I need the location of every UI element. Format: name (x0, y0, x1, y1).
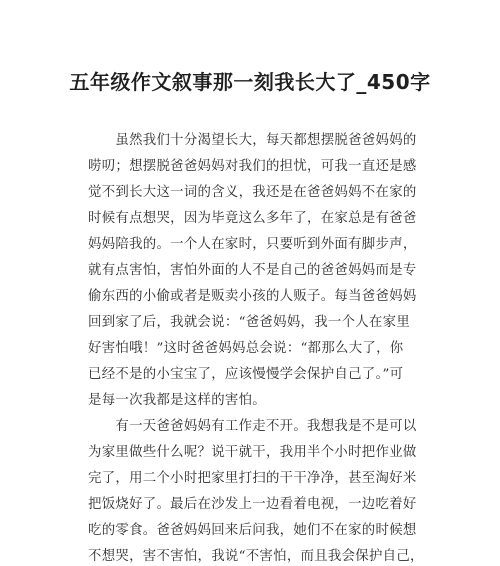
text-line: 已经不是的小宝宝了，应该慢慢学会保护自己了。”可 (88, 367, 404, 382)
document-title: 五年级作文叙事那一刻我长大了_450字 (69, 70, 431, 94)
text-line: 有一天爸爸妈妈有工作走不开。我想我是不是可以 (88, 419, 417, 434)
text-line: 时候有点想哭，因为毕竟这么多年了，在家总是有爸爸 (88, 211, 417, 226)
text-line: 不想哭，害不害怕，我说“不害怕，而且我会保护自己， (88, 549, 424, 564)
text-line: 觉不到长大这一词的含义，我还是在爸爸妈妈不在家的 (88, 185, 417, 200)
text-line: 完了，用二个小时把家里打扫的干干净净，甚至淘好米 (88, 471, 417, 486)
text-line: 唠叨；想摆脱爸爸妈妈对我们的担忧，可我一直还是感 (88, 159, 417, 174)
text-line: 吃的零食。爸爸妈妈回来后问我，她们不在家的时候想 (88, 523, 417, 538)
text-line: 把饭烧好了。最后在沙发上一边看着电视，一边吃着好 (88, 497, 417, 512)
text-line: 偷东西的小偷或者是贩卖小孩的人贩子。每当爸爸妈妈 (88, 289, 417, 304)
text-line: 回到家了后，我就会说：“爸爸妈妈，我一个人在家里 (88, 315, 411, 330)
text-line: 为家里做些什么呢？说干就干，我用半个小时把作业做 (88, 445, 417, 460)
text-line: 虽然我们十分渴望长大，每天都想摆脱爸爸妈妈的 (88, 133, 417, 148)
article-body (88, 128, 428, 566)
text-line: 就有点害怕，害怕外面的人不是自己的爸爸妈妈而是专 (88, 263, 417, 278)
text-line: 好害怕哦！”这时爸爸妈妈总会说：“都那么大了，你 (88, 341, 404, 356)
text-line: 是每一次我都是这样的害怕。 (88, 393, 266, 408)
text-line: 妈妈陪我的。一个人在家时，只要听到外面有脚步声， (88, 237, 417, 252)
